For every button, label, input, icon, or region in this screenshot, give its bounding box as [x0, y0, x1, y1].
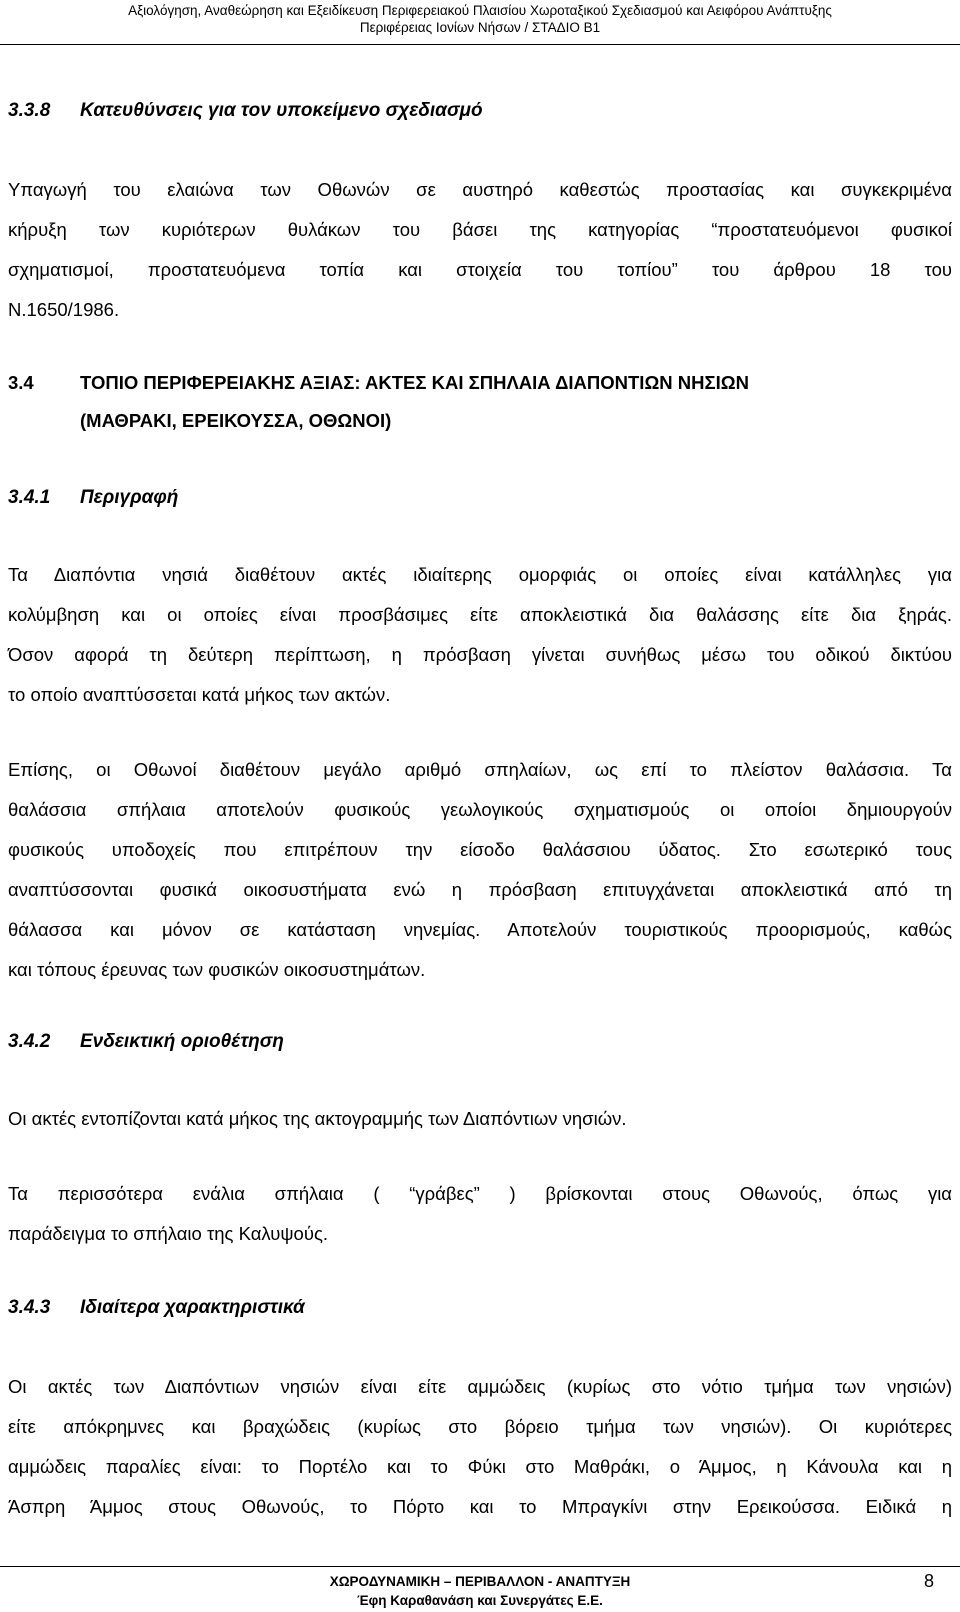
heading-title: Κατευθύνσεις για τον υποκείμενο σχεδιασμό: [80, 100, 483, 121]
text-line: φυσικούς υποδοχείς που επιτρέπουν την είσοδο θαλάσσιου ύδατος. Στο εσωτερικό τους: [8, 839, 952, 860]
text-line: Ν.1650/1986.: [8, 299, 120, 320]
header-title-line2: Περιφέρειας Ιονίων Νήσων / ΣΤΑΔΙΟ Β1: [359, 20, 601, 35]
heading-title-line2: (ΜΑΘΡΑΚΙ, ΕΡΕΙΚΟΥΣΣΑ, ΟΘΩΝΟΙ): [80, 410, 392, 431]
heading-title: Περιγραφή: [80, 487, 179, 508]
page-footer: [0, 1566, 960, 1612]
heading-number: 3.4.2: [8, 1031, 51, 1052]
heading-title-line1: ΤΟΠΙΟ ΠΕΡΙΦΕΡΕΙΑΚΗΣ ΑΞΙΑΣ: ΑΚΤΕΣ ΚΑΙ ΣΠΗΛΑΙΑ ΔΙΑΠΟΝΤΙΩΝ ΝΗΣΙΩΝ: [80, 372, 749, 393]
text-line: θαλάσσια σπήλαια αποτελούν φυσικούς γεωλογικούς σχηματισμούς οι οποίοι δημιουργούν: [8, 799, 952, 820]
paragraph-3-4-1-a: [8, 555, 952, 715]
text-line: Τα Διαπόντια νησιά διαθέτουν ακτές ιδιαίτερης ομορφιάς οι οποίες είναι κατάλληλες για: [8, 564, 952, 585]
text-line: Οι ακτές των Διαπόντιων νησιών είναι είτε αμμώδεις (κυρίως στο νότιο τμήμα των νησιών): [8, 1376, 952, 1397]
text-line: Όσον αφορά τη δεύτερη περίπτωση, η πρόσβαση γίνεται συνήθως μέσω του οδικού δικτύου: [8, 644, 952, 665]
text-line: Οι ακτές εντοπίζονται κατά μήκος της ακτογραμμής των Διαπόντιων νησιών.: [8, 1108, 627, 1129]
text-line: το οποίο αναπτύσσεται κατά μήκος των ακτών.: [8, 684, 391, 705]
heading-number: 3.4.3: [8, 1297, 51, 1318]
text-line: αναπτύσσονται φυσικά οικοσυστήματα ενώ η πρόσβαση επιτυγχάνεται αποκλειστικά από τη: [8, 879, 952, 900]
text-line: θάλασσα και μόνον σε κατάσταση νηνεμίας. Αποτελούν τουριστικούς προορισμούς, καθώς: [8, 919, 952, 940]
heading-3-4-3: [8, 1297, 305, 1319]
paragraph-3-4-2-a: [8, 1099, 952, 1139]
text-line: κολύμβηση και οι οποίες είναι προσβάσιμες είτε αποκλειστικά δια θαλάσσης είτε δια ξηράς.: [8, 604, 952, 625]
heading-3-4-1: [8, 487, 178, 509]
page-number: 8: [923, 1571, 934, 1591]
text-line: κήρυξη των κυριότερων θυλάκων του βάσει της κατηγορίας “προστατευόμενοι φυσικοί: [8, 219, 952, 240]
header-title-line1: Αξιολόγηση, Αναθεώρηση και Εξειδίκευση Περιφερειακού Πλαισίου Χωροταξικού Σχεδιασμού και Αειφόρου Ανάπτυξης: [128, 3, 832, 18]
paragraph-3-3-8: [8, 170, 952, 330]
footer-authors-line: Έφη Καραθανάση και Συνεργάτες Ε.Ε.: [357, 1593, 603, 1608]
heading-number: 3.3.8: [8, 100, 51, 121]
heading-title: Ενδεικτική οριοθέτηση: [80, 1031, 284, 1052]
text-line: αμμώδεις παραλίες είναι: το Πορτέλο και το Φύκι στο Μαθράκι, ο Άμμος, η Κάνουλα και η: [8, 1456, 952, 1477]
text-line: Άσπρη Άμμος στους Οθωνούς, το Πόρτο και το Μπραγκίνι στην Ερεικούσσα. Ειδικά η: [8, 1496, 952, 1517]
heading-title: Ιδιαίτερα χαρακτηριστικά: [80, 1297, 305, 1318]
text-line: είτε απόκρημνες και βραχώδεις (κυρίως στο βόρειο τμήμα των νησιών). Οι κυριότερες: [8, 1416, 952, 1437]
paragraph-3-4-3: [8, 1367, 952, 1527]
text-line: Τα περισσότερα ενάλια σπήλαια ( “γράβες” ) βρίσκονται στους Οθωνούς, όπως για: [8, 1183, 952, 1204]
text-line: Υπαγωγή του ελαιώνα των Οθωνών σε αυστηρό καθεστώς προστασίας και συγκεκριμένα: [8, 179, 952, 200]
heading-3-4-2: [8, 1031, 284, 1053]
footer-company-line: ΧΩΡΟΔΥΝΑΜΙΚΗ – ΠΕΡΙΒΑΛΛΟΝ - ΑΝΑΠΤΥΞΗ: [329, 1574, 631, 1589]
paragraph-3-4-1-b: [8, 750, 952, 990]
text-line: σχηματισμοί, προστατευόμενα τοπία και στοιχεία του τοπίου” του άρθρου 18 του: [8, 259, 952, 280]
text-line: παράδειγμα το σπήλαιο της Καλυψούς.: [8, 1223, 329, 1244]
heading-number: 3.4: [8, 372, 34, 393]
heading-3-3-8: [8, 100, 483, 122]
page-header: [0, 0, 960, 45]
heading-number: 3.4.1: [8, 487, 51, 508]
paragraph-3-4-2-b: [8, 1174, 952, 1254]
text-line: Επίσης, οι Οθωνοί διαθέτουν μεγάλο αριθμό σπηλαίων, ως επί το πλείστον θαλάσσια. Τα: [8, 759, 952, 780]
text-line: και τόπους έρευνας των φυσικών οικοσυστημάτων.: [8, 959, 426, 980]
